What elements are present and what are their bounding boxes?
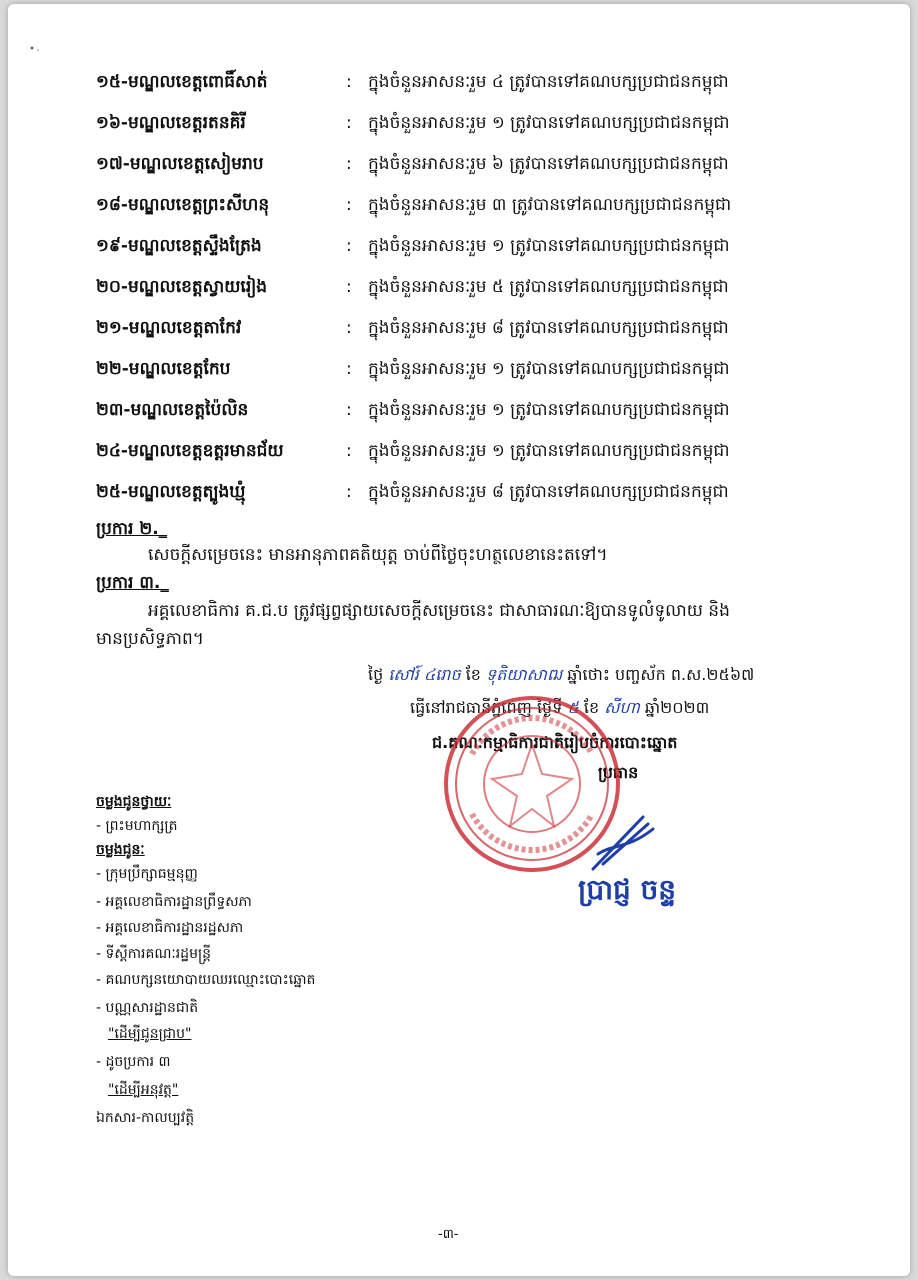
province-name: ២៥-មណ្ឌលខេត្តត្បូងឃ្មុំ (96, 482, 246, 502)
colon: : (346, 236, 352, 256)
archive-label: ឯកសារ-កាលប្បវត្តិ (96, 1110, 195, 1126)
colon: : (346, 400, 352, 420)
day-handwritten: ៥ (567, 698, 579, 717)
colon: : (346, 318, 352, 338)
colon: : (346, 277, 352, 297)
seat-allocation: ក្នុងចំនួនអាសនៈរួម ៤ ត្រូវបានទៅគណបក្សប្រជាជនកម្ពុជា (368, 72, 729, 92)
province-row (96, 107, 856, 139)
lunar-date-line (368, 664, 754, 688)
recipient-item: - បណ្ណសារដ្ឋានជាតិ (96, 1000, 199, 1016)
recipient-item: - ក្រុមប្រឹក្សាធម្មនុញ្ញ (96, 866, 198, 882)
recipient-item: - អគ្គលេខាធិការដ្ឋានព្រឹទ្ធសភា (96, 894, 252, 910)
colon: : (346, 154, 352, 174)
month-prefix: ខែ (583, 698, 600, 717)
article-3-heading: ប្រការ ៣._ (96, 573, 169, 593)
seat-allocation: ក្នុងចំនួនអាសនៈរួម ៥ ត្រូវបានទៅគណបក្សប្រជាជនកម្ពុជា (368, 277, 729, 297)
lunar-year: ឆ្នាំថោះ បញ្ចស័ក ព.ស.២៥៦៧ (567, 665, 755, 684)
province-row (96, 353, 856, 385)
province-name: ១៩-មណ្ឌលខេត្តស្ទឹងត្រែង (96, 236, 262, 256)
colon: : (346, 482, 352, 502)
office-name: ជ.គណៈកម្មាធិការជាតិរៀបចំការបោះឆ្នោត (432, 733, 678, 752)
province-name: ២៣-មណ្ឌលខេត្តប៉ៃលិន (96, 400, 249, 420)
scan-speck-mark (24, 40, 64, 54)
province-name: ១៦-មណ្ឌលខេត្តរតនគិរី (96, 113, 246, 133)
seat-allocation: ក្នុងចំនួនអាសនៈរួម ១ ត្រូវបានទៅគណបក្សប្រជាជនកម្ពុជា (368, 236, 730, 256)
recipient-item: - ព្រះមហាក្សត្រ (96, 818, 178, 834)
article-2-text: សេចក្តីសម្រេចនេះ មានអានុភាពគតិយុត្ត ចាប់ពីថ្ងៃចុះហត្ថលេខានេះតទៅ។ (148, 545, 608, 565)
seat-allocation: ក្នុងចំនួនអាសនៈរួម ១ ត្រូវបានទៅគណបក្សប្រជាជនកម្ពុជា (368, 441, 730, 461)
province-name: ១៧-មណ្ឌលខេត្តសៀមរាប (96, 154, 264, 174)
signatory-name: ប្រាជ្ញ ចន្ទ (578, 873, 677, 906)
province-row (96, 148, 856, 180)
year: ឆ្នាំ២០២៣ (644, 698, 710, 717)
province-row (96, 189, 856, 221)
signatory-title: ប្រធាន (598, 763, 639, 782)
province-name: ២១-មណ្ឌលខេត្តតាកែវ (96, 318, 242, 338)
lunar-date-handwritten: សៅរ៍ ៤រោច (388, 665, 461, 684)
province-row (96, 271, 856, 303)
seat-allocation: ក្នុងចំនួនអាសនៈរួម ៨ ត្រូវបានទៅគណបក្សប្រជាជនកម្ពុជា (368, 482, 729, 502)
seat-allocation: ក្នុងចំនួនអាសនៈរួម ១ ត្រូវបានទៅគណបក្សប្រជាជនកម្ពុជា (368, 113, 730, 133)
copy-to-heading: ចម្លងជូនៈ (96, 842, 145, 858)
lunar-month-handwritten: ទុតិយាសាឍ (486, 665, 563, 684)
recipient-item: - អគ្គលេខាធិការដ្ឋានរដ្ឋសភា (96, 920, 244, 936)
province-row (96, 394, 856, 426)
lunar-month-prefix: ខែ (465, 665, 481, 684)
seat-allocation: ក្នុងចំនួនអាសនៈរួម ៣ ត្រូវបានទៅគណបក្សប្រជាជនកម្ពុជា (368, 195, 732, 215)
for-information-note: "ដើម្បីជូនជ្រាប" (108, 1026, 192, 1042)
province-name: ១៨-មណ្ឌលខេត្តព្រះសីហនុ (96, 195, 270, 215)
seat-allocation: ក្នុងចំនួនអាសនៈរួម ៨ ត្រូវបានទៅគណបក្សប្រជាជនកម្ពុជា (368, 318, 729, 338)
place-prefix: ធ្វើនៅរាជធានីភ្នំពេញ ថ្ងៃទី (410, 698, 563, 717)
recipient-item: - ទីស្តីការគណៈរដ្ឋមន្ត្រី (96, 946, 212, 962)
province-row (96, 312, 856, 344)
recipient-item: - គណបក្សនយោបាយឈរឈ្មោះបោះឆ្នោត (96, 972, 316, 988)
colon: : (346, 359, 352, 379)
colon: : (346, 113, 352, 133)
month-handwritten: សីហា (604, 698, 640, 717)
article-3-text-line2: មានប្រសិទ្ធភាព។ (96, 629, 204, 649)
seat-allocation: ក្នុងចំនួនអាសនៈរួម ១ ត្រូវបានទៅគណបក្សប្រជាជនកម្ពុជា (368, 400, 730, 420)
copy-to-royal-heading: ចម្លងជូនថ្វាយៈ (96, 794, 172, 810)
recipient-item: - ដូចប្រការ ៣ (96, 1054, 171, 1070)
for-implementation-note: "ដើម្បីអនុវត្ត" (108, 1082, 179, 1098)
colon: : (346, 195, 352, 215)
province-row (96, 435, 856, 467)
signature-scribble-icon (588, 809, 658, 879)
article-2-heading: ប្រការ ២._ (96, 519, 168, 539)
province-name: ២០-មណ្ឌលខេត្តស្វាយរៀង (96, 277, 268, 297)
province-name: ១៥-មណ្ឌលខេត្តពោធិ៍សាត់ (96, 72, 268, 92)
lunar-date-prefix: ថ្ងៃ (368, 665, 384, 684)
colon: : (346, 72, 352, 92)
province-name: ២៤-មណ្ឌលខេត្តឧត្តរមានជ័យ (96, 441, 284, 461)
province-row (96, 66, 856, 98)
seat-allocation: ក្នុងចំនួនអាសនៈរួម ៦ ត្រូវបានទៅគណបក្សប្រជាជនកម្ពុជា (368, 154, 729, 174)
article-3-text-line1: អគ្គលេខាធិការ គ.ជ.ប ត្រូវផ្សព្វផ្សាយសេចក្តីសម្រេចនេះ ជាសាធារណៈឱ្យបានទូលំទូលាយ និង (148, 601, 730, 621)
page-number: -៣- (438, 1227, 459, 1242)
province-row (96, 230, 856, 262)
colon: : (346, 441, 352, 461)
province-name: ២២-មណ្ឌលខេត្តកែប (96, 359, 231, 379)
province-row (96, 476, 856, 508)
seat-allocation: ក្នុងចំនួនអាសនៈរួម ១ ត្រូវបានទៅគណបក្សប្រជាជនកម្ពុជា (368, 359, 730, 379)
document-page (8, 4, 910, 1276)
